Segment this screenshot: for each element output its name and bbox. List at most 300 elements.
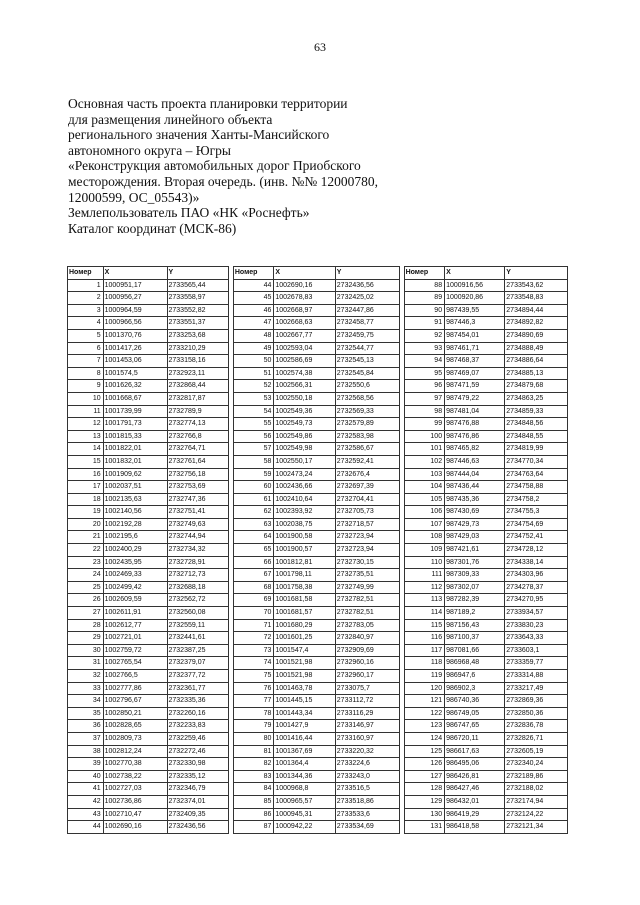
y-coordinate-cell: 2732559,11: [167, 619, 228, 632]
x-coordinate-cell: 987189,2: [445, 607, 505, 620]
table-body: [68, 279, 568, 833]
y-coordinate-cell: 2734879,68: [505, 380, 568, 393]
y-coordinate-cell: 2734892,82: [505, 317, 568, 330]
x-coordinate-cell: 1000966,56: [103, 317, 167, 330]
point-number-cell: 98: [404, 405, 445, 418]
table-row: [68, 418, 568, 431]
x-coordinate-cell: 1001832,01: [103, 455, 167, 468]
point-number-cell: 38: [68, 745, 104, 758]
x-coordinate-cell: 987446,63: [445, 455, 505, 468]
x-coordinate-cell: 1000964,59: [103, 304, 167, 317]
point-number-cell: 83: [233, 770, 274, 783]
x-coordinate-cell: 987435,36: [445, 493, 505, 506]
point-number-cell: 30: [68, 644, 104, 657]
x-coordinate-cell: 987439,55: [445, 304, 505, 317]
y-coordinate-cell: 2732766,8: [167, 430, 228, 443]
y-coordinate-cell: 2732718,57: [335, 518, 399, 531]
x-coordinate-cell: 1002727,03: [103, 783, 167, 796]
y-coordinate-cell: 2732447,86: [335, 304, 399, 317]
table-row: [68, 544, 568, 557]
column-header: Y: [505, 267, 568, 280]
point-number-cell: 23: [68, 556, 104, 569]
point-number-cell: 100: [404, 430, 445, 443]
table-row: [68, 594, 568, 607]
point-number-cell: 44: [68, 821, 104, 834]
point-number-cell: 72: [233, 632, 274, 645]
y-coordinate-cell: 2734888,49: [505, 342, 568, 355]
point-number-cell: 131: [404, 821, 445, 834]
point-number-cell: 73: [233, 644, 274, 657]
point-number-cell: 63: [233, 518, 274, 531]
y-coordinate-cell: 2732425,02: [335, 292, 399, 305]
point-number-cell: 116: [404, 632, 445, 645]
table-row: [68, 569, 568, 582]
y-coordinate-cell: 2733220,32: [335, 745, 399, 758]
x-coordinate-cell: 1002499,42: [103, 581, 167, 594]
x-coordinate-cell: 1001601,25: [274, 632, 335, 645]
x-coordinate-cell: 986427,46: [445, 783, 505, 796]
x-coordinate-cell: 1001521,98: [274, 670, 335, 683]
point-number-cell: 16: [68, 468, 104, 481]
table-row: [68, 329, 568, 342]
column-header: Номер: [233, 267, 274, 280]
y-coordinate-cell: 2732124,22: [505, 808, 568, 821]
x-coordinate-cell: 1000965,57: [274, 795, 335, 808]
table-row: [68, 732, 568, 745]
point-number-cell: 33: [68, 682, 104, 695]
y-coordinate-cell: 2732340,24: [505, 758, 568, 771]
x-coordinate-cell: 1001521,98: [274, 657, 335, 670]
y-coordinate-cell: 2733548,83: [505, 292, 568, 305]
point-number-cell: 115: [404, 619, 445, 632]
x-coordinate-cell: 1000951,17: [103, 279, 167, 292]
x-coordinate-cell: 986720,11: [445, 732, 505, 745]
y-coordinate-cell: 2732409,35: [167, 808, 228, 821]
x-coordinate-cell: 1002738,22: [103, 770, 167, 783]
point-number-cell: 5: [68, 329, 104, 342]
x-coordinate-cell: 1000920,86: [445, 292, 505, 305]
point-number-cell: 54: [233, 405, 274, 418]
y-coordinate-cell: 2733558,97: [167, 292, 228, 305]
y-coordinate-cell: 2732544,77: [335, 342, 399, 355]
x-coordinate-cell: 1001427,9: [274, 720, 335, 733]
point-number-cell: 94: [404, 355, 445, 368]
point-number-cell: 81: [233, 745, 274, 758]
x-coordinate-cell: 1002195,6: [103, 531, 167, 544]
x-coordinate-cell: 1002037,51: [103, 481, 167, 494]
point-number-cell: 127: [404, 770, 445, 783]
y-coordinate-cell: 2732730,15: [335, 556, 399, 569]
y-coordinate-cell: 2733243,0: [335, 770, 399, 783]
column-header: Номер: [68, 267, 104, 280]
y-coordinate-cell: 2733116,29: [335, 707, 399, 720]
point-number-cell: 77: [233, 695, 274, 708]
y-coordinate-cell: 2732817,87: [167, 392, 228, 405]
table-row: [68, 518, 568, 531]
x-coordinate-cell: 987461,71: [445, 342, 505, 355]
table-row: [68, 455, 568, 468]
point-number-cell: 74: [233, 657, 274, 670]
point-number-cell: 19: [68, 506, 104, 519]
point-number-cell: 41: [68, 783, 104, 796]
y-coordinate-cell: 2733534,69: [335, 821, 399, 834]
point-number-cell: 126: [404, 758, 445, 771]
y-coordinate-cell: 2732923,11: [167, 367, 228, 380]
column-header: Номер: [404, 267, 445, 280]
y-coordinate-cell: 2734758,88: [505, 481, 568, 494]
y-coordinate-cell: 2732335,12: [167, 770, 228, 783]
point-number-cell: 120: [404, 682, 445, 695]
x-coordinate-cell: 987430,69: [445, 506, 505, 519]
point-number-cell: 9: [68, 380, 104, 393]
table-row: [68, 405, 568, 418]
table-row: [68, 342, 568, 355]
point-number-cell: 118: [404, 657, 445, 670]
x-coordinate-cell: 1002593,04: [274, 342, 335, 355]
y-coordinate-cell: 2732869,36: [505, 695, 568, 708]
table-row: [68, 493, 568, 506]
point-number-cell: 53: [233, 392, 274, 405]
x-coordinate-cell: 1002668,97: [274, 304, 335, 317]
point-number-cell: 105: [404, 493, 445, 506]
y-coordinate-cell: 2733516,5: [335, 783, 399, 796]
y-coordinate-cell: 2732579,89: [335, 418, 399, 431]
point-number-cell: 12: [68, 418, 104, 431]
y-coordinate-cell: 2732568,56: [335, 392, 399, 405]
y-coordinate-cell: 2732747,36: [167, 493, 228, 506]
y-coordinate-cell: 2732697,39: [335, 481, 399, 494]
point-number-cell: 65: [233, 544, 274, 557]
x-coordinate-cell: 1002796,67: [103, 695, 167, 708]
point-number-cell: 114: [404, 607, 445, 620]
table-row: [68, 619, 568, 632]
x-coordinate-cell: 1001739,99: [103, 405, 167, 418]
y-coordinate-cell: 2734848,55: [505, 430, 568, 443]
x-coordinate-cell: 987471,59: [445, 380, 505, 393]
heading-line: 12000599, ОС_05543)»: [68, 189, 200, 205]
y-coordinate-cell: 2733160,97: [335, 732, 399, 745]
table-row: [68, 531, 568, 544]
y-coordinate-cell: 2732436,56: [335, 279, 399, 292]
y-coordinate-cell: 2734863,25: [505, 392, 568, 405]
y-coordinate-cell: 2732749,63: [167, 518, 228, 531]
heading-line: Каталог координат (МСК-86): [68, 220, 237, 236]
point-number-cell: 6: [68, 342, 104, 355]
table-row: [68, 468, 568, 481]
point-number-cell: 97: [404, 392, 445, 405]
y-coordinate-cell: 2734763,64: [505, 468, 568, 481]
table-row: [68, 443, 568, 456]
x-coordinate-cell: 1002690,16: [103, 821, 167, 834]
x-coordinate-cell: 987476,86: [445, 430, 505, 443]
point-number-cell: 85: [233, 795, 274, 808]
point-number-cell: 31: [68, 657, 104, 670]
x-coordinate-cell: 1001370,76: [103, 329, 167, 342]
point-number-cell: 47: [233, 317, 274, 330]
table-row: [68, 392, 568, 405]
point-number-cell: 34: [68, 695, 104, 708]
x-coordinate-cell: 987282,39: [445, 594, 505, 607]
y-coordinate-cell: 2732346,79: [167, 783, 228, 796]
point-number-cell: 1: [68, 279, 104, 292]
point-number-cell: 51: [233, 367, 274, 380]
x-coordinate-cell: 987446,3: [445, 317, 505, 330]
table-row: [68, 581, 568, 594]
y-coordinate-cell: 2734752,41: [505, 531, 568, 544]
x-coordinate-cell: 987156,43: [445, 619, 505, 632]
x-coordinate-cell: 986419,29: [445, 808, 505, 821]
table-header-row: [68, 267, 568, 280]
point-number-cell: 20: [68, 518, 104, 531]
y-coordinate-cell: 2733565,44: [167, 279, 228, 292]
y-coordinate-cell: 2732909,69: [335, 644, 399, 657]
x-coordinate-cell: 1001815,33: [103, 430, 167, 443]
point-number-cell: 40: [68, 770, 104, 783]
x-coordinate-cell: 1001900,58: [274, 531, 335, 544]
point-number-cell: 4: [68, 317, 104, 330]
x-coordinate-cell: 1001791,73: [103, 418, 167, 431]
y-coordinate-cell: 2733543,62: [505, 279, 568, 292]
y-coordinate-cell: 2732782,51: [335, 594, 399, 607]
point-number-cell: 26: [68, 594, 104, 607]
x-coordinate-cell: 1002611,91: [103, 607, 167, 620]
y-coordinate-cell: 2732569,33: [335, 405, 399, 418]
point-number-cell: 90: [404, 304, 445, 317]
y-coordinate-cell: 2734270,95: [505, 594, 568, 607]
point-number-cell: 84: [233, 783, 274, 796]
point-number-cell: 48: [233, 329, 274, 342]
y-coordinate-cell: 2732712,73: [167, 569, 228, 582]
y-coordinate-cell: 2732459,75: [335, 329, 399, 342]
point-number-cell: 62: [233, 506, 274, 519]
x-coordinate-cell: 1001681,57: [274, 607, 335, 620]
point-number-cell: 3: [68, 304, 104, 317]
y-coordinate-cell: 2732751,41: [167, 506, 228, 519]
y-coordinate-cell: 2732761,64: [167, 455, 228, 468]
heading-line: месторождения. Вторая очередь. (инв. №№ 12000780,: [68, 173, 378, 189]
x-coordinate-cell: 1002038,75: [274, 518, 335, 531]
y-coordinate-cell: 2733210,29: [167, 342, 228, 355]
x-coordinate-cell: 1001367,69: [274, 745, 335, 758]
heading-line: для размещения линейного объекта: [68, 111, 273, 127]
point-number-cell: 75: [233, 670, 274, 683]
y-coordinate-cell: 2732605,19: [505, 745, 568, 758]
x-coordinate-cell: 1002549,73: [274, 418, 335, 431]
table-row: [68, 695, 568, 708]
x-coordinate-cell: 987436,44: [445, 481, 505, 494]
point-number-cell: 8: [68, 367, 104, 380]
x-coordinate-cell: 1002566,31: [274, 380, 335, 393]
y-coordinate-cell: 2732826,71: [505, 732, 568, 745]
point-number-cell: 60: [233, 481, 274, 494]
point-number-cell: 68: [233, 581, 274, 594]
point-number-cell: 50: [233, 355, 274, 368]
x-coordinate-cell: 1001445,15: [274, 695, 335, 708]
point-number-cell: 55: [233, 418, 274, 431]
point-number-cell: 108: [404, 531, 445, 544]
x-coordinate-cell: 1001680,29: [274, 619, 335, 632]
table-row: [68, 644, 568, 657]
y-coordinate-cell: 2732704,41: [335, 493, 399, 506]
point-number-cell: 46: [233, 304, 274, 317]
point-number-cell: 122: [404, 707, 445, 720]
x-coordinate-cell: 986740,36: [445, 695, 505, 708]
heading-line: Землепользователь ПАО «НК «Роснефть»: [68, 205, 310, 221]
y-coordinate-cell: 2732189,86: [505, 770, 568, 783]
x-coordinate-cell: 1002550,17: [274, 455, 335, 468]
table-row: [68, 380, 568, 393]
y-coordinate-cell: 2732676,4: [335, 468, 399, 481]
point-number-cell: 10: [68, 392, 104, 405]
table-row: [68, 821, 568, 834]
x-coordinate-cell: 1002766,5: [103, 670, 167, 683]
y-coordinate-cell: 2734890,69: [505, 329, 568, 342]
y-coordinate-cell: 2732764,71: [167, 443, 228, 456]
column-header: X: [274, 267, 335, 280]
y-coordinate-cell: 2732545,84: [335, 367, 399, 380]
point-number-cell: 14: [68, 443, 104, 456]
point-number-cell: 76: [233, 682, 274, 695]
y-coordinate-cell: 2732734,32: [167, 544, 228, 557]
point-number-cell: 61: [233, 493, 274, 506]
x-coordinate-cell: 986418,58: [445, 821, 505, 834]
x-coordinate-cell: 1002435,95: [103, 556, 167, 569]
y-coordinate-cell: 2733533,6: [335, 808, 399, 821]
table-row: [68, 795, 568, 808]
table-row: [68, 707, 568, 720]
x-coordinate-cell: 987468,37: [445, 355, 505, 368]
point-number-cell: 101: [404, 443, 445, 456]
x-coordinate-cell: 1002574,38: [274, 367, 335, 380]
x-coordinate-cell: 986426,81: [445, 770, 505, 783]
point-number-cell: 25: [68, 581, 104, 594]
y-coordinate-cell: 2733253,68: [167, 329, 228, 342]
x-coordinate-cell: 1001417,26: [103, 342, 167, 355]
page-number: 63: [314, 40, 326, 54]
y-coordinate-cell: 2734848,56: [505, 418, 568, 431]
x-coordinate-cell: 1001463,78: [274, 682, 335, 695]
point-number-cell: 58: [233, 455, 274, 468]
y-coordinate-cell: 2734886,64: [505, 355, 568, 368]
point-number-cell: 7: [68, 355, 104, 368]
y-coordinate-cell: 2732749,99: [335, 581, 399, 594]
y-coordinate-cell: 2734894,44: [505, 304, 568, 317]
point-number-cell: 11: [68, 405, 104, 418]
y-coordinate-cell: 2734859,33: [505, 405, 568, 418]
y-coordinate-cell: 2732330,98: [167, 758, 228, 771]
x-coordinate-cell: 986902,3: [445, 682, 505, 695]
y-coordinate-cell: 2732436,56: [167, 821, 228, 834]
x-coordinate-cell: 1002549,36: [274, 405, 335, 418]
x-coordinate-cell: 987465,82: [445, 443, 505, 456]
point-number-cell: 121: [404, 695, 445, 708]
x-coordinate-cell: 1002828,65: [103, 720, 167, 733]
table-row: [68, 317, 568, 330]
y-coordinate-cell: 2732550,6: [335, 380, 399, 393]
point-number-cell: 93: [404, 342, 445, 355]
point-number-cell: 2: [68, 292, 104, 305]
x-coordinate-cell: 986968,48: [445, 657, 505, 670]
point-number-cell: 119: [404, 670, 445, 683]
y-coordinate-cell: 2732121,34: [505, 821, 568, 834]
y-coordinate-cell: 2734885,13: [505, 367, 568, 380]
x-coordinate-cell: 986432,01: [445, 795, 505, 808]
y-coordinate-cell: 2733551,37: [167, 317, 228, 330]
x-coordinate-cell: 1002612,77: [103, 619, 167, 632]
point-number-cell: 70: [233, 607, 274, 620]
table-row: [68, 304, 568, 317]
y-coordinate-cell: 2733518,86: [335, 795, 399, 808]
y-coordinate-cell: 2732377,72: [167, 670, 228, 683]
point-number-cell: 103: [404, 468, 445, 481]
table-row: [68, 758, 568, 771]
point-number-cell: 57: [233, 443, 274, 456]
x-coordinate-cell: 1001626,32: [103, 380, 167, 393]
table-row: [68, 481, 568, 494]
point-number-cell: 49: [233, 342, 274, 355]
x-coordinate-cell: 1000945,31: [274, 808, 335, 821]
y-coordinate-cell: 2732850,36: [505, 707, 568, 720]
y-coordinate-cell: 2732374,01: [167, 795, 228, 808]
y-coordinate-cell: 2734278,37: [505, 581, 568, 594]
x-coordinate-cell: 1001812,81: [274, 556, 335, 569]
point-number-cell: 130: [404, 808, 445, 821]
point-number-cell: 28: [68, 619, 104, 632]
x-coordinate-cell: 1000956,27: [103, 292, 167, 305]
point-number-cell: 104: [404, 481, 445, 494]
y-coordinate-cell: 2732723,94: [335, 531, 399, 544]
point-number-cell: 71: [233, 619, 274, 632]
point-number-cell: 89: [404, 292, 445, 305]
point-number-cell: 95: [404, 367, 445, 380]
x-coordinate-cell: 987421,61: [445, 544, 505, 557]
y-coordinate-cell: 2733075,7: [335, 682, 399, 695]
x-coordinate-cell: 1001822,01: [103, 443, 167, 456]
y-coordinate-cell: 2732583,98: [335, 430, 399, 443]
x-coordinate-cell: 1002135,63: [103, 493, 167, 506]
point-number-cell: 45: [233, 292, 274, 305]
point-number-cell: 21: [68, 531, 104, 544]
point-number-cell: 37: [68, 732, 104, 745]
y-coordinate-cell: 2732335,36: [167, 695, 228, 708]
x-coordinate-cell: 1002393,92: [274, 506, 335, 519]
y-coordinate-cell: 2732735,51: [335, 569, 399, 582]
y-coordinate-cell: 2732753,69: [167, 481, 228, 494]
table-row: [68, 783, 568, 796]
x-coordinate-cell: 1002765,54: [103, 657, 167, 670]
point-number-cell: 64: [233, 531, 274, 544]
x-coordinate-cell: 1002436,66: [274, 481, 335, 494]
x-coordinate-cell: 1002770,38: [103, 758, 167, 771]
x-coordinate-cell: 1002668,63: [274, 317, 335, 330]
point-number-cell: 106: [404, 506, 445, 519]
x-coordinate-cell: 1002550,18: [274, 392, 335, 405]
x-coordinate-cell: 1002721,01: [103, 632, 167, 645]
x-coordinate-cell: 1001364,4: [274, 758, 335, 771]
column-header: Y: [167, 267, 228, 280]
y-coordinate-cell: 2732260,16: [167, 707, 228, 720]
point-number-cell: 66: [233, 556, 274, 569]
table-row: [68, 355, 568, 368]
x-coordinate-cell: 1001900,57: [274, 544, 335, 557]
point-number-cell: 91: [404, 317, 445, 330]
point-number-cell: 59: [233, 468, 274, 481]
y-coordinate-cell: 2732560,08: [167, 607, 228, 620]
point-number-cell: 123: [404, 720, 445, 733]
point-number-cell: 124: [404, 732, 445, 745]
x-coordinate-cell: 1002850,21: [103, 707, 167, 720]
y-coordinate-cell: 2732756,18: [167, 468, 228, 481]
